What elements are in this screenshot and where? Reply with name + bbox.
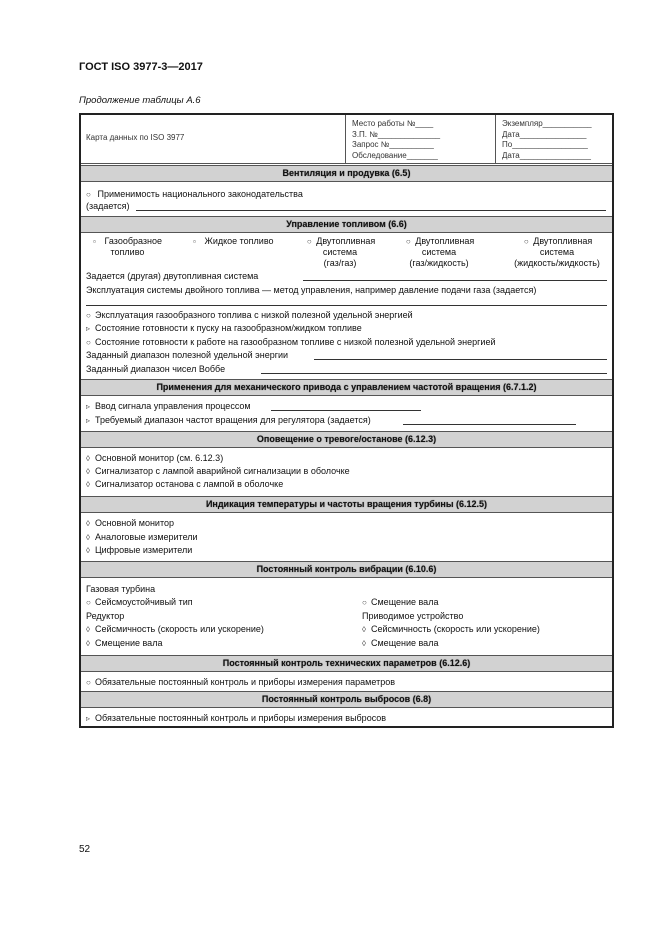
by-field: По_________________ — [502, 140, 588, 149]
diamond-icon: ◊ — [362, 639, 366, 648]
vibration-gas-turbine: Газовая турбина — [86, 584, 156, 594]
temp-item-text: Аналоговые измерители — [95, 532, 198, 542]
circle-icon: ○ — [405, 237, 411, 246]
fuel-range-energy: Заданный диапазон полезной удельной энергии — [86, 350, 289, 360]
dual-gas-liquid-line2: система — [421, 247, 457, 257]
shaft-shift-reducer-text: Смещение вала — [95, 638, 163, 648]
fuel-option-dual-gas-liquid[interactable] — [394, 236, 484, 269]
temp-item[interactable] — [86, 545, 192, 556]
seismicity-text: Сейсмичность (скорость или ускорение) — [95, 624, 264, 634]
circle-icon: ○ — [86, 338, 91, 347]
fuel-low-energy-text: Эксплуатация газообразного топлива с низкой полезной удельной энергией — [95, 310, 413, 320]
fuel-option-gas-line1: Газообразное — [104, 236, 162, 246]
date-field-1: Дата_______________ — [502, 129, 587, 139]
mech-input-text: Ввод сигнала управления процессом — [95, 401, 251, 411]
temp-item[interactable] — [86, 532, 198, 543]
fill-line — [403, 424, 576, 425]
shaft-shift-driven-text: Смещение вала — [371, 638, 439, 648]
section-params-title: Постоянный контроль технических параметров (6.12.6) — [81, 655, 612, 672]
workplace-field: Место работы №____ — [352, 119, 434, 128]
fill-line — [271, 410, 421, 411]
diamond-icon: ◊ — [86, 480, 90, 489]
vibration-shaft-shift[interactable] — [362, 597, 438, 608]
fuel-option-gas-line2: топливо — [110, 247, 145, 257]
fuel-option-liquid[interactable] — [193, 236, 274, 247]
emissions-item-text: Обязательные постоянный контроль и приборы измерения выбросов — [95, 713, 387, 723]
alarm-item[interactable] — [86, 453, 223, 464]
vibration-seismic-type[interactable] — [86, 597, 193, 608]
page-number: 52 — [79, 844, 91, 855]
diamond-icon: ◊ — [362, 625, 366, 634]
alarm-item-text: Основной монитор (см. 6.12.3) — [95, 453, 224, 463]
mech-speed-range[interactable] — [86, 415, 371, 426]
dual-gas-gas-line1: Двутопливная — [316, 236, 376, 246]
workplace-block — [345, 115, 495, 163]
seismicity-driven-text: Сейсмичность (скорость или ускорение) — [371, 624, 540, 634]
temp-item[interactable] — [86, 518, 174, 529]
dual-gas-liquid-line3: (газ/жидкость) — [409, 258, 469, 268]
fuel-other-dual: Задается (другая) двутопливная система — [86, 271, 259, 281]
survey-field: Обследование_______ — [352, 150, 438, 160]
request-field: Запрос №__________ — [352, 140, 434, 149]
copy-field: Экземпляр___________ — [502, 119, 592, 128]
copy-block — [495, 115, 612, 163]
table-header — [81, 115, 612, 164]
data-sheet-table — [79, 113, 614, 728]
ventilation-given: (задается) — [86, 201, 130, 211]
alarm-item[interactable] — [86, 479, 283, 490]
section-temperature-title: Индикация температуры и частоты вращения турбины (6.12.5) — [81, 496, 612, 513]
triangle-icon: ▹ — [86, 416, 91, 425]
circle-icon: ○ — [362, 598, 367, 607]
circle-icon: ○ — [86, 311, 91, 320]
section-emissions-title: Постоянный контроль выбросов (6.8) — [81, 691, 612, 708]
vibration-shaft-shift-reducer[interactable] — [86, 638, 162, 649]
fuel-dual-method: Эксплуатация системы двойного топлива — метод управления, например давление подачи газа (задается) — [86, 285, 537, 295]
diamond-icon: ◊ — [86, 519, 90, 528]
fill-line — [86, 305, 607, 306]
circle-icon: ○ — [523, 237, 529, 246]
alarm-item-text: Сигнализатор останова с лампой в оболочке — [95, 479, 284, 489]
diamond-icon: ◊ — [86, 639, 90, 648]
dual-liquid-liquid-line2: система — [539, 247, 575, 257]
params-item[interactable] — [86, 677, 395, 688]
vibration-shaft-shift-driven[interactable] — [362, 638, 438, 649]
fuel-option-dual-liquid-liquid[interactable] — [507, 236, 607, 269]
section-ventilation-title: Вентиляция и продувка (6.5) — [81, 165, 612, 182]
shaft-shift-text: Смещение вала — [371, 597, 439, 607]
fill-line — [314, 359, 607, 360]
date-field-2: Дата________________ — [502, 150, 591, 160]
dual-gas-liquid-line1: Двутопливная — [415, 236, 475, 246]
square-icon: ▫ — [193, 237, 196, 246]
temp-item-text: Цифровые измерители — [95, 545, 193, 555]
dual-gas-gas-line3: (газ/газ) — [323, 258, 357, 268]
circle-icon: ○ — [306, 237, 312, 246]
section-vibration-title: Постоянный контроль вибрации (6.10.6) — [81, 561, 612, 578]
triangle-icon: ▹ — [86, 714, 91, 723]
section-fuel-title: Управление топливом (6.6) — [81, 216, 612, 233]
circle-icon: ○ — [86, 598, 91, 607]
square-icon: ▫ — [93, 237, 96, 246]
fill-line — [261, 373, 607, 374]
alarm-item-text: Сигнализатор с лампой аварийной сигнализации в оболочке — [95, 466, 350, 476]
fuel-ready-start-text: Состояние готовности к пуску на газообразном/жидком топливе — [95, 323, 362, 333]
diamond-icon: ◊ — [86, 546, 90, 555]
seismic-type-text: Сейсмоустойчивый тип — [95, 597, 193, 607]
fuel-option-liquid-text: Жидкое топливо — [204, 236, 274, 246]
fuel-range-wobbe: Заданный диапазон чисел Воббе — [86, 364, 226, 374]
params-item-text: Обязательные постоянный контроль и приборы измерения параметров — [95, 677, 395, 687]
triangle-icon: ▹ — [86, 402, 91, 411]
diamond-icon: ◊ — [86, 533, 90, 542]
fuel-option-dual-gas-gas[interactable] — [296, 236, 384, 269]
fuel-low-energy[interactable] — [86, 310, 413, 321]
dual-gas-gas-line2: система — [322, 247, 358, 257]
vibration-seismicity-driven[interactable] — [362, 624, 540, 635]
card-label: Карта данных по ISO 3977 — [86, 133, 185, 142]
ventilation-applicability[interactable] — [86, 189, 303, 200]
section-mech-title: Применения для механического привода с управлением частотой вращения (6.7.1.2) — [81, 379, 612, 396]
fuel-option-gas[interactable] — [93, 236, 162, 258]
alarm-item[interactable] — [86, 466, 350, 477]
mech-input-signal[interactable] — [86, 401, 251, 412]
dual-liquid-liquid-line1: Двутопливная — [533, 236, 593, 246]
section-alarm-title: Оповещение о тревоге/останове (6.12.3) — [81, 431, 612, 448]
diamond-icon: ◊ — [86, 467, 90, 476]
vibration-seismicity[interactable] — [86, 624, 264, 635]
triangle-icon: ▹ — [86, 324, 91, 333]
document-title: ГОСТ ISO 3977-3—2017 — [79, 61, 203, 73]
fill-line — [136, 210, 606, 211]
fuel-ready-start[interactable] — [86, 323, 362, 334]
diamond-icon: ◊ — [86, 454, 90, 463]
fuel-ready-low[interactable] — [86, 337, 495, 348]
vibration-driven-device: Приводимое устройство — [362, 611, 464, 621]
circle-icon: ○ — [86, 190, 91, 199]
ventilation-line1-text: Применимость национального законодательства — [97, 189, 303, 199]
mech-speed-range-text: Требуемый диапазон частот вращения для регулятора (задается) — [95, 415, 371, 425]
vibration-reducer: Редуктор — [86, 611, 125, 621]
table-continuation-caption: Продолжение таблицы А.6 — [79, 95, 201, 106]
dual-liquid-liquid-line3: (жидкость/жидкость) — [514, 258, 600, 268]
emissions-item[interactable] — [86, 713, 386, 724]
fuel-ready-low-text: Состояние готовности к работе на газообразном топливе с низкой полезной удельной энергией — [95, 337, 496, 347]
fill-line — [303, 280, 607, 281]
zp-field: З.П. №______________ — [352, 129, 441, 139]
diamond-icon: ◊ — [86, 625, 90, 634]
temp-item-text: Основной монитор — [95, 518, 174, 528]
circle-icon: ○ — [86, 678, 91, 687]
